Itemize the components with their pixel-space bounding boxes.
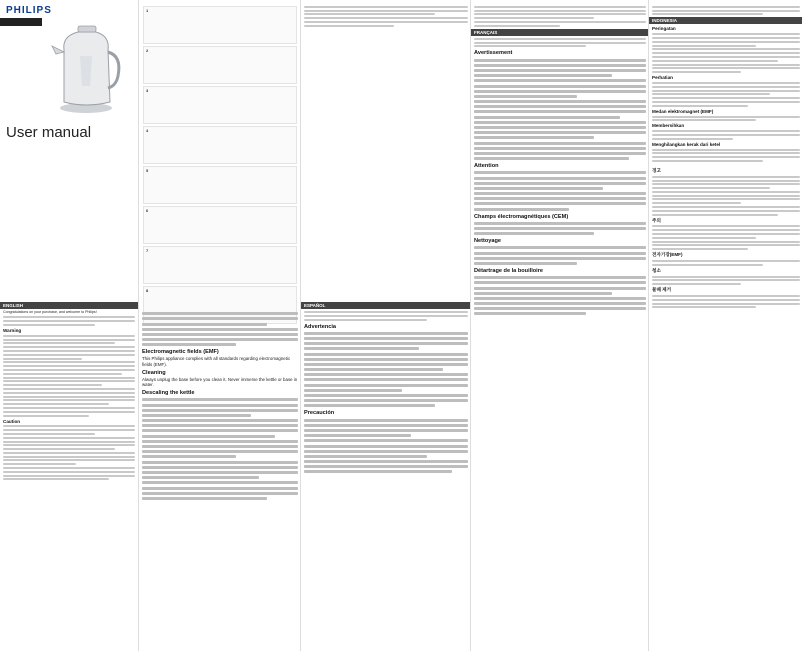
page-title: User manual bbox=[6, 124, 92, 141]
figure-3: 3 bbox=[143, 86, 297, 124]
heading-descaling-id: Menghilangkan kerak dari ketel bbox=[652, 141, 721, 147]
heading-emf-en: Electromagnetic fields (EMF) bbox=[142, 349, 219, 356]
english-intro: Congratulations on your purchase, and welcome to Philips! bbox=[3, 310, 97, 314]
heading-emf-id: Medan elektromagnet (EMF) bbox=[652, 108, 714, 114]
figures-panel bbox=[138, 0, 301, 651]
kettle-illustration bbox=[44, 16, 124, 116]
philips-logo: PHILIPS bbox=[6, 5, 52, 16]
logo-tagline-bar bbox=[0, 18, 42, 26]
section-header-spanish: ESPAÑOL bbox=[301, 302, 471, 309]
figure-4: 4 bbox=[143, 126, 297, 164]
section-header-french: FRANÇAIS bbox=[471, 29, 649, 36]
cover-panel bbox=[0, 0, 138, 651]
heading-cleaning-fr: Nettoyage bbox=[474, 238, 502, 245]
figure-2: 2 bbox=[143, 46, 297, 84]
heading-cleaning-ko: 청소 bbox=[652, 267, 661, 273]
heading-caution-en: Caution bbox=[3, 418, 21, 424]
cleaning-text-en: Always unplug the base before you clean it. Never immerse the kettle or base in water. bbox=[142, 376, 298, 387]
emf-text-en: This Philips appliance complies with all standards regarding electromagnetic fields (EMF). bbox=[142, 356, 291, 367]
spanish-panel bbox=[300, 0, 471, 651]
heading-warning-es: Advertencia bbox=[304, 323, 337, 330]
section-header-indonesia: INDONESIA bbox=[649, 17, 802, 24]
heading-warning-id: Peringatan bbox=[652, 26, 676, 32]
figure-5: 5 bbox=[143, 166, 297, 204]
heading-cleaning-id: Membersihkan bbox=[652, 123, 685, 129]
heading-warning-ko: 경고 bbox=[652, 167, 661, 173]
heading-emf-fr: Champs électromagnétiques (CEM) bbox=[474, 213, 569, 220]
heading-cleaning-en: Cleaning bbox=[142, 369, 166, 376]
heading-descaling-en: Descaling the kettle bbox=[142, 390, 195, 397]
section-header-english: ENGLISH bbox=[0, 302, 138, 309]
figure-8: 8 bbox=[143, 286, 297, 324]
heading-descaling-ko: 물때 제거 bbox=[652, 287, 672, 293]
heading-caution-fr: Attention bbox=[474, 163, 499, 170]
heading-caution-ko: 주의 bbox=[652, 217, 661, 223]
heading-warning-fr: Avertissement bbox=[474, 50, 513, 57]
figure-6: 6 bbox=[143, 206, 297, 244]
french-panel bbox=[470, 0, 649, 651]
heading-caution-id: Perhatian bbox=[652, 75, 673, 81]
heading-descaling-fr: Détartrage de la bouilloire bbox=[474, 267, 544, 274]
figure-1: 1 bbox=[143, 6, 297, 44]
heading-emf-ko: 전자기장(EMF) bbox=[652, 252, 683, 258]
heading-caution-es: Precaución bbox=[304, 410, 335, 417]
indonesia-korean-panel bbox=[648, 0, 802, 651]
figure-7: 7 bbox=[143, 246, 297, 284]
heading-warning-en: Warning bbox=[3, 327, 22, 333]
